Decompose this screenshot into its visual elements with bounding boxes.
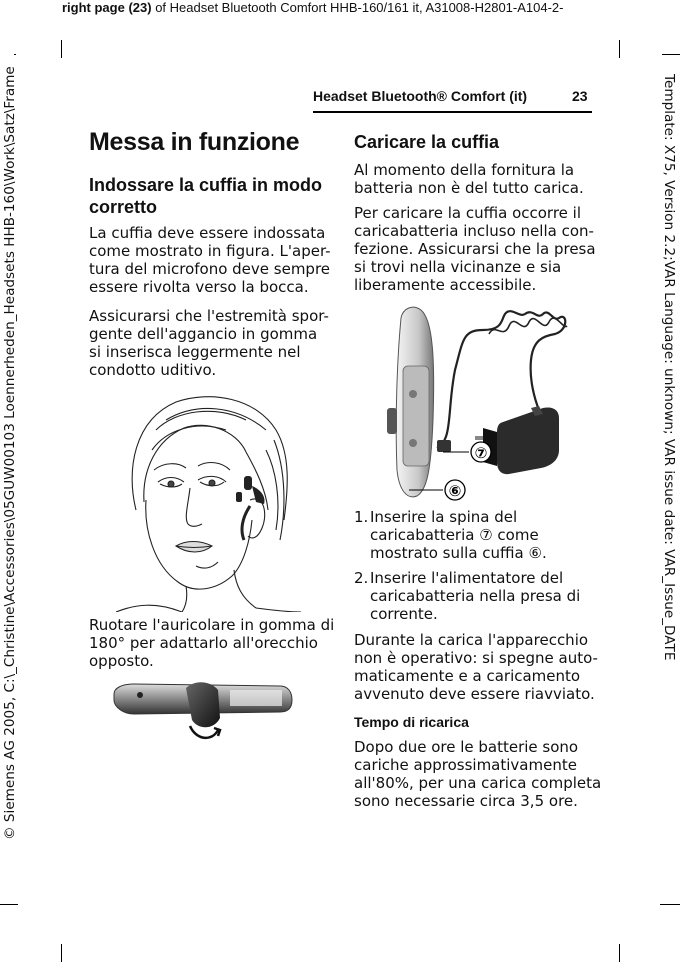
running-head-title: Headset Bluetooth® Comfort (it) xyxy=(313,88,528,104)
rotate-earpiece-illustration xyxy=(110,678,294,746)
text-line: Inserire la spina del xyxy=(370,508,518,526)
step-item xyxy=(354,508,594,564)
document-path-header xyxy=(62,0,563,15)
paragraph-rotate xyxy=(89,616,334,670)
text-line: non è operativo: si spegne auto- xyxy=(354,649,598,667)
text-line: La cuffia deve essere indossata xyxy=(89,224,326,242)
text-line: si inserisca leggermente nel xyxy=(89,343,301,361)
text-line: caricabatteria nella presa di xyxy=(370,587,581,605)
document-path-text: of Headset Bluetooth Comfort HHB-160/161 it, A31008-H2801-A104-2- xyxy=(151,0,564,15)
text-line: sono necessarie circa 3,5 ore. xyxy=(354,792,578,810)
paragraph-charger xyxy=(354,204,596,294)
text-line: gente dell'aggancio in gomma xyxy=(89,325,318,343)
text-line: opposto. xyxy=(89,652,154,670)
header-rule xyxy=(313,111,592,113)
text-line: tura del microfono deve sempre xyxy=(89,260,331,278)
text-line: essere rivolta verso la bocca. xyxy=(89,278,309,296)
text-line: 180° per adattarlo all'orecchio xyxy=(89,634,318,652)
text-line: Assicurarsi che l'estremità spor- xyxy=(89,307,329,325)
text-line: Al momento della fornitura la xyxy=(354,161,575,179)
page-number: 23 xyxy=(572,88,588,104)
subheading-charging-time: Tempo di ricarica xyxy=(354,714,469,730)
crop-mark xyxy=(619,40,620,58)
text-line: Ruotare l'auricolare in gomma di xyxy=(89,616,335,634)
text-line: si trovi nella vicinanze e sia xyxy=(354,258,562,276)
socket-callout-label: ⑥ xyxy=(448,482,462,500)
template-info-text: Template: X75, Version 2.2;VAR Language: unknown; VAR issue date: VAR_Issue_DATE xyxy=(661,74,677,661)
step-text xyxy=(370,569,580,623)
section-heading-line: corretto xyxy=(89,197,158,217)
text-line: fezione. Assicurarsi che la presa xyxy=(354,240,596,258)
crop-mark xyxy=(61,40,62,58)
page-title: Messa in funzione xyxy=(89,128,300,156)
crop-mark xyxy=(61,944,62,962)
text-line: Per caricare la cuffia occorre il xyxy=(354,204,581,222)
section-heading-line: Indossare la cuffia in modo xyxy=(89,175,323,195)
paragraph-during-charging xyxy=(354,631,598,703)
headset-charger-illustration xyxy=(383,300,579,504)
charger-callout-label: ⑦ xyxy=(474,444,488,462)
paragraph-charging-time xyxy=(354,738,601,810)
copyright-text: © Siemens AG 2005, C:\_Christine\Accessories\05GUW00103 Loennerheden_Headsets HHB-160\Work\Satz\Frame xyxy=(2,66,18,840)
paragraph-delivery xyxy=(354,161,584,197)
copyright-sidebar xyxy=(0,0,22,962)
page-position-label: right page (23) xyxy=(62,0,152,15)
text-line: batteria non è del tutto carica. xyxy=(354,179,584,197)
text-line: caricabatteria ⑦ come xyxy=(370,526,539,544)
woman-wearing-headset-illustration xyxy=(116,390,301,612)
step-item xyxy=(354,569,594,625)
section-heading-charging: Caricare la cuffia xyxy=(354,132,500,152)
text-line: cariche approssimativamente xyxy=(354,756,577,774)
step-text xyxy=(370,508,547,562)
crop-mark xyxy=(619,944,620,962)
text-line: condotto uditivo. xyxy=(89,361,217,379)
text-line: corrente. xyxy=(370,605,438,623)
text-line: all'80%, per una carica completa xyxy=(354,774,602,792)
crop-mark xyxy=(662,54,680,55)
step-number: 1. xyxy=(354,508,369,526)
text-line: Dopo due ore le batterie sono xyxy=(354,738,579,756)
paragraph-wearing xyxy=(89,224,331,296)
crop-mark xyxy=(660,904,680,905)
text-line: come mostrato in figura. L'aper- xyxy=(89,242,331,260)
text-line: Durante la carica l'apparecchio xyxy=(354,631,589,649)
paragraph-ear-hook xyxy=(89,307,329,379)
text-line: maticamente e a caricamento xyxy=(354,667,581,685)
text-line: mostrato sulla cuffia ⑥. xyxy=(370,544,547,562)
text-line: Inserire l'alimentatore del xyxy=(370,569,564,587)
text-line: avvenuto deve essere riavviato. xyxy=(354,685,595,703)
step-number: 2. xyxy=(354,569,369,587)
text-line: caricabatteria incluso nella con- xyxy=(354,222,594,240)
section-heading-wearing xyxy=(89,174,322,218)
text-line: liberamente accessibile. xyxy=(354,276,537,294)
